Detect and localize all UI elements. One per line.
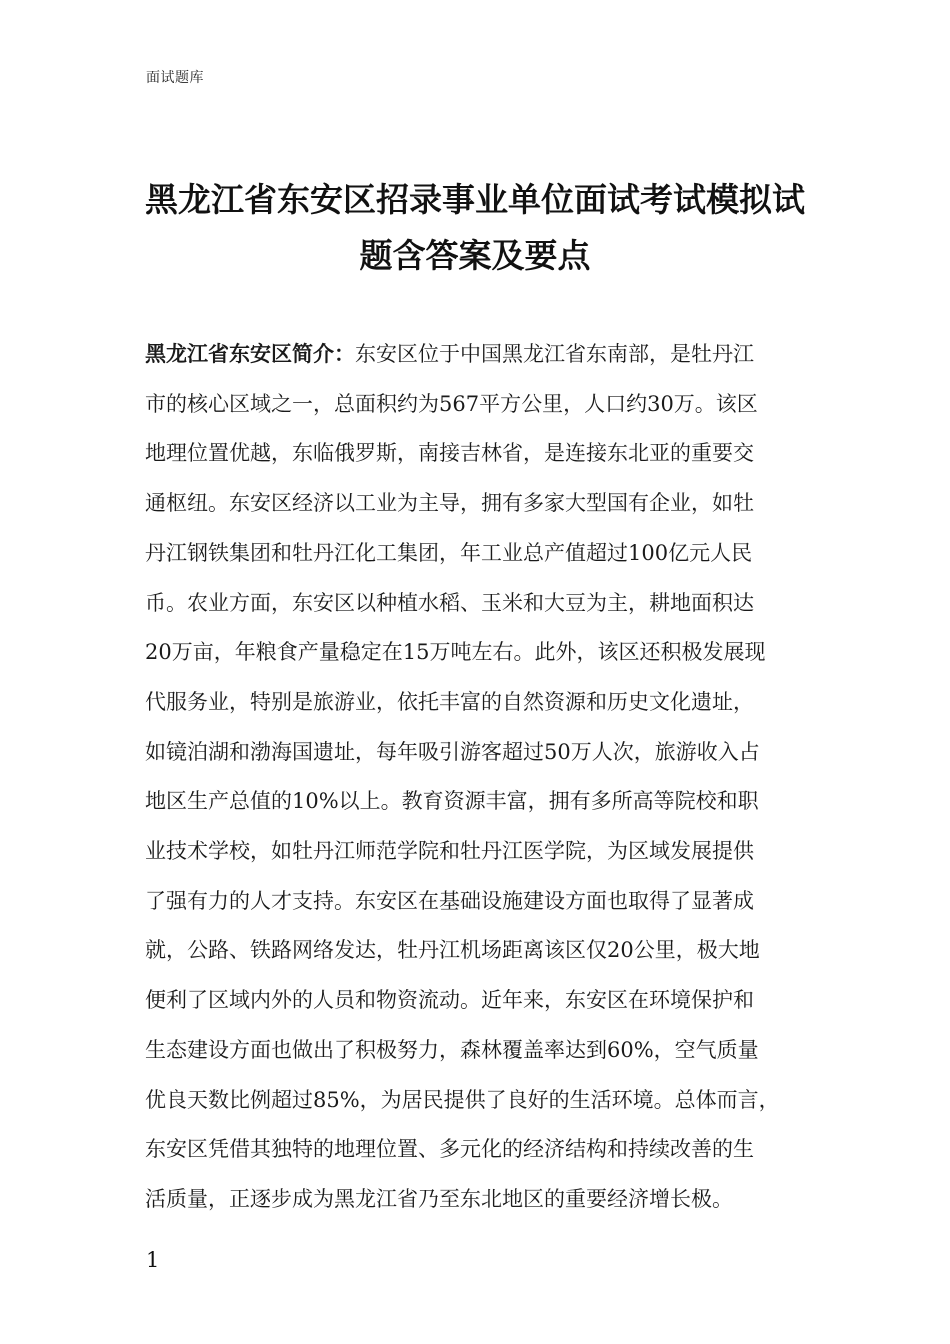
title-line-1: 黑龙江省东安区招录事业单位面试考试模拟试 [145,180,805,219]
intro-line: 就，公路、铁路网络发达，牡丹江机场距离该区仅20公里，极大地 [145,938,760,963]
intro-line: 便利了区域内外的人员和物资流动。近年来，东安区在环境保护和 [145,988,754,1013]
intro-paragraph [145,330,815,1225]
intro-line: 业技术学校，如牡丹江师范学院和牡丹江医学院，为区域发展提供 [145,839,754,864]
intro-line: 通枢纽。东安区经济以工业为主导，拥有多家大型国有企业，如牡 [145,491,754,516]
intro-line: 市的核心区域之一，总面积约为567平方公里，人口约30万。该区 [145,391,758,416]
intro-line: 地区生产总值的10%以上。教育资源丰富，拥有多所高等院校和职 [145,789,759,814]
intro-line-1 [145,330,815,380]
document-title [120,172,830,284]
title-line-2: 题含答案及要点 [359,236,591,275]
intro-line: 了强有力的人才支持。东安区在基础设施建设方面也取得了显著成 [145,888,754,913]
intro-lead: 黑龙江省东安区简介： [145,342,355,366]
intro-line: 丹江钢铁集团和牡丹江化工集团，年工业总产值超过100亿元人民 [145,540,753,565]
page-number: 1 [146,1248,160,1272]
intro-line: 币。农业方面，东安区以种植水稻、玉米和大豆为主，耕地面积达 [145,590,754,615]
intro-line: 如镜泊湖和渤海国遗址，每年吸引游客超过50万人次，旅游收入占 [145,739,760,764]
header-label: 面试题库 [146,70,204,86]
intro-line-1-text: 东安区位于中国黑龙江省东南部，是牡丹江 [355,342,754,366]
intro-line: 生态建设方面也做出了积极努力，森林覆盖率达到60%，空气质量 [145,1037,759,1062]
intro-line: 优良天数比例超过85%，为居民提供了良好的生活环境。总体而言， [145,1087,780,1112]
intro-line: 代服务业，特别是旅游业，依托丰富的自然资源和历史文化遗址， [145,689,754,714]
intro-line: 20万亩，年粮食产量稳定在15万吨左右。此外，该区还积极发展现 [145,640,766,665]
intro-line: 活质量，正逐步成为黑龙江省乃至东北地区的重要经济增长极。 [145,1186,733,1211]
intro-line: 地理位置优越，东临俄罗斯，南接吉林省，是连接东北亚的重要交 [145,441,754,466]
intro-line: 东安区凭借其独特的地理位置、多元化的经济结构和持续改善的生 [145,1137,754,1162]
